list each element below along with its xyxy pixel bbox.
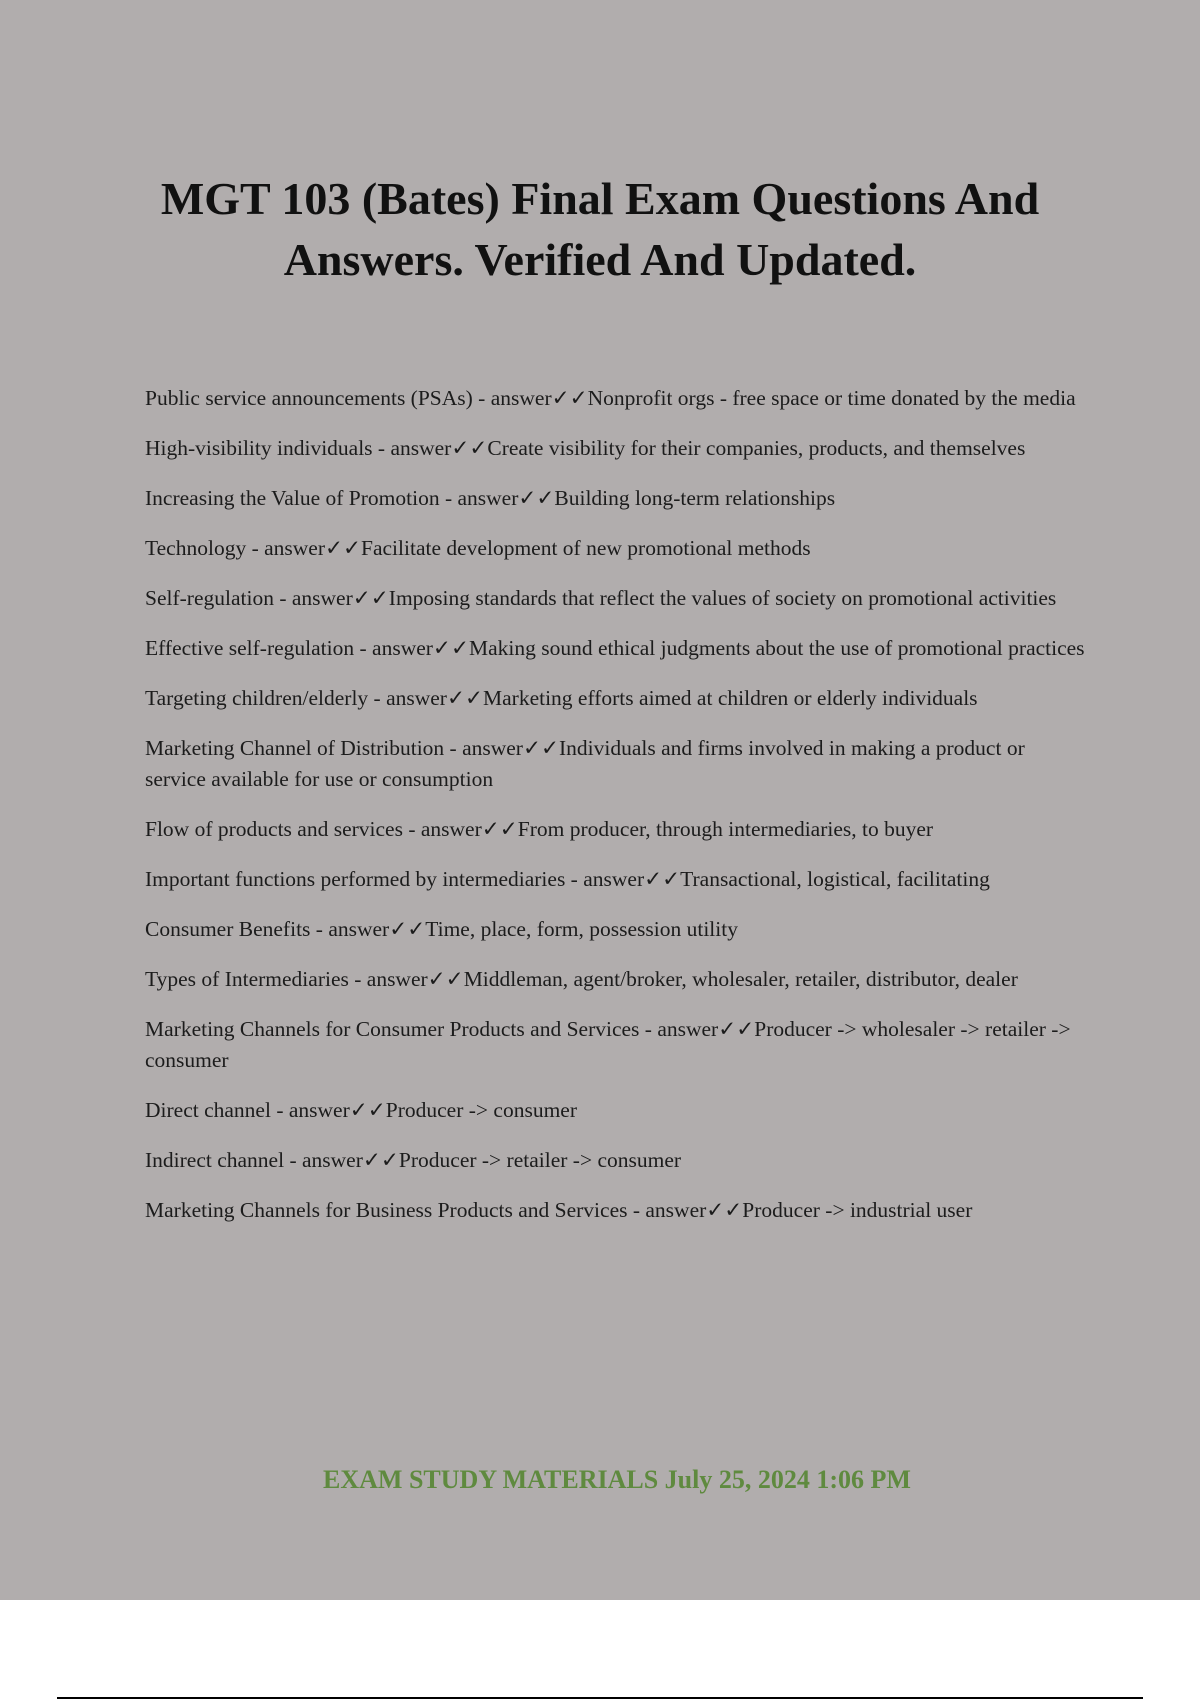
document-title: MGT 103 (Bates) Final Exam Questions And Answers. Verified And Updated. [160, 173, 1040, 285]
qa-item-types-of-intermediaries: Types of Intermediaries - answer✓✓Middleman, agent/broker, wholesaler, retailer, distributor, dealer [145, 967, 1018, 991]
qa-list [145, 383, 1085, 1245]
qa-item-effective-self-regulation: Effective self-regulation - answer✓✓Making sound ethical judgments about the use of promotional practices [145, 636, 1085, 660]
qa-item-value-of-promotion: Increasing the Value of Promotion - answer✓✓Building long-term relationships [145, 486, 836, 510]
footer-stamp: EXAM STUDY MATERIALS July 25, 2024 1:06 PM [323, 1465, 911, 1494]
qa-item-channel-of-distribution: Marketing Channel of Distribution - answer✓✓Individuals and firms involved in making a product or service available for use or consumption [145, 736, 1025, 791]
qa-item-high-visibility: High-visibility individuals - answer✓✓Create visibility for their companies, products, and themselves [145, 436, 1026, 460]
qa-item-psa: Public service announcements (PSAs) - answer✓✓Nonprofit orgs - free space or time donated by the media [145, 386, 1076, 410]
qa-item-business-channels: Marketing Channels for Business Products and Services - answer✓✓Producer -> industrial user [145, 1198, 973, 1222]
qa-item-consumer-benefits: Consumer Benefits - answer✓✓Time, place, form, possession utility [145, 917, 738, 941]
qa-item-technology: Technology - answer✓✓Facilitate development of new promotional methods [145, 536, 811, 560]
qa-item-consumer-channels: Marketing Channels for Consumer Products and Services - answer✓✓Producer -> wholesaler -> retailer -> consumer [145, 1017, 1071, 1072]
qa-item-direct-channel: Direct channel - answer✓✓Producer -> consumer [145, 1098, 578, 1122]
qa-item-self-regulation: Self-regulation - answer✓✓Imposing standards that reflect the values of society on promotional activities [145, 586, 1057, 610]
qa-item-indirect-channel: Indirect channel - answer✓✓Producer -> retailer -> consumer [145, 1148, 682, 1172]
qa-item-intermediary-functions: Important functions performed by intermediaries - answer✓✓Transactional, logistical, facilitating [145, 867, 990, 891]
page-divider [57, 1697, 1143, 1699]
qa-item-flow-of-products: Flow of products and services - answer✓✓From producer, through intermediaries, to buyer [145, 817, 934, 841]
qa-item-targeting: Targeting children/elderly - answer✓✓Marketing efforts aimed at children or elderly individuals [145, 686, 978, 710]
next-page-area [0, 1600, 1200, 1700]
